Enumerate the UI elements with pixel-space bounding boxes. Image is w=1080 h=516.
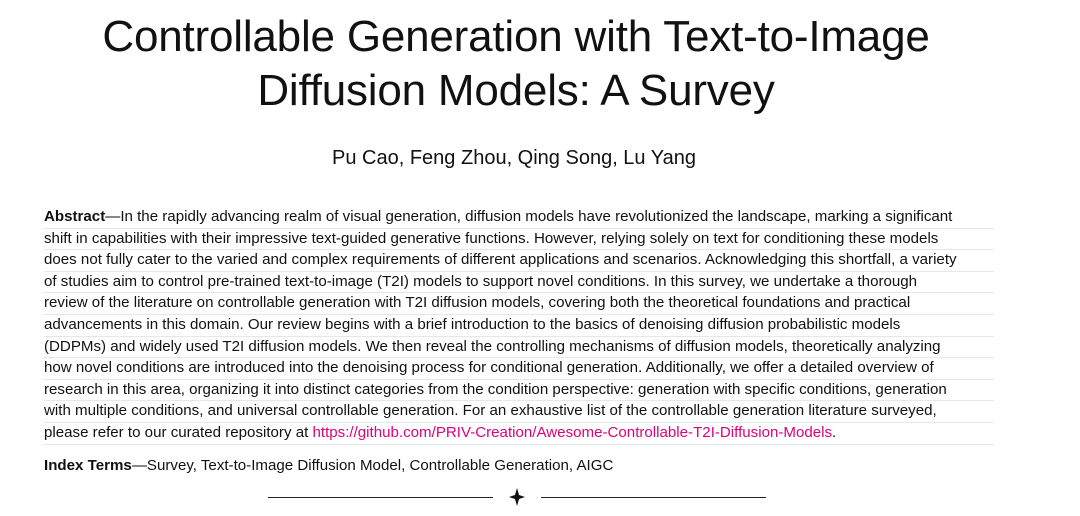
paper-title [0, 10, 1032, 118]
abstract-line: how novel conditions are introduced into the denoising process for conditional generation. Additionally, we offer a detailed overview of [44, 358, 994, 380]
abstract-line: (DDPMs) and widely used T2I diffusion models. We then reveal the controlling mechanisms of diffusion models, theoretically analyzing [44, 337, 994, 359]
paper-title-line-1: Controllable Generation with Text-to-Image [102, 12, 930, 61]
paper-title-line-2: Diffusion Models: A Survey [257, 66, 775, 115]
abstract-line: with multiple conditions, and universal controllable generation. For an exhaustive list of the controllable generation literature surveyed, [44, 401, 994, 423]
index-terms-text: —Survey, Text-to-Image Diffusion Model, Controllable Generation, AIGC [131, 457, 614, 474]
abstract-line-text: please refer to our curated repository at [44, 423, 313, 441]
abstract-line-end: . [832, 423, 837, 441]
abstract-label: Abstract [44, 208, 106, 225]
abstract-line [44, 207, 994, 229]
abstract [44, 207, 994, 445]
abstract-line: shift in capabilities with their impressive text-guided generative functions. However, relying solely on text for conditioning these models [44, 229, 994, 251]
index-terms-label: Index Terms [44, 457, 132, 474]
abstract-line: of studies aim to control pre-trained text-to-image (T2I) models to support novel conditions. In this survey, we undertake a thorough [44, 272, 994, 294]
author-list: Pu Cao, Feng Zhou, Qing Song, Lu Yang [332, 147, 696, 169]
abstract-line: advancements in this domain. Our review begins with a brief introduction to the basics of denoising diffusion probabilistic models [44, 315, 994, 337]
index-terms [44, 456, 613, 476]
divider-rule-left [268, 497, 493, 498]
abstract-line: review of the literature on controllable generation with T2I diffusion models, covering both the theoretical foundations and practical [44, 293, 994, 315]
abstract-line: research in this area, organizing it into distinct categories from the condition perspective: generation with specific conditions, generation [44, 380, 994, 402]
abstract-line [44, 423, 994, 445]
divider-rule-right [541, 497, 766, 498]
four-point-star-icon [509, 488, 525, 506]
section-divider [268, 487, 766, 507]
abstract-line: does not fully cater to the varied and complex requirements of different applications and scenarios. Acknowledging this shortfall, a variety [44, 250, 994, 272]
abstract-line-text: —In the rapidly advancing realm of visual generation, diffusion models have revolutionized the landscape, marking a significant [105, 208, 953, 225]
repository-link[interactable]: https://github.com/PRIV-Creation/Awesome-Controllable-T2I-Diffusion-Models [312, 423, 833, 441]
